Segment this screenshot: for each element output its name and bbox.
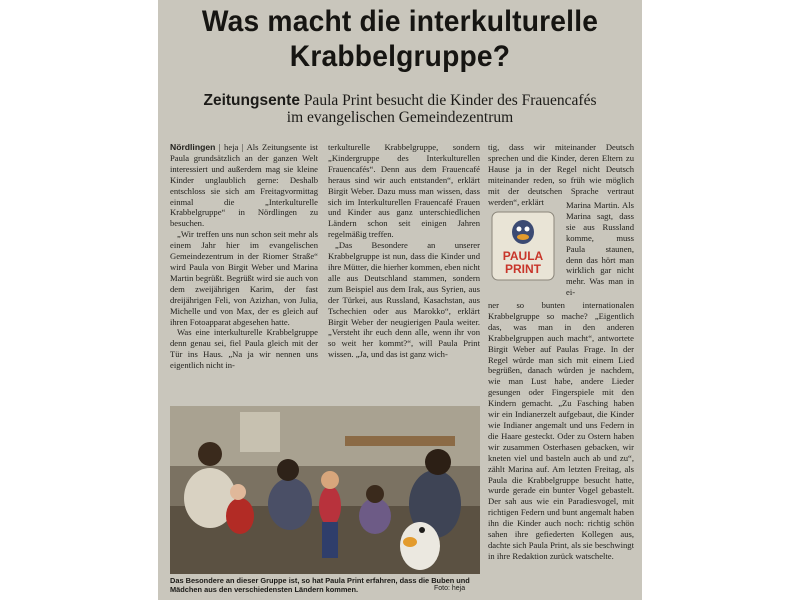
- article-column-1: [170, 142, 318, 371]
- article-column-3-narrow: [566, 200, 634, 298]
- paragraph-1: [170, 142, 318, 229]
- paragraph-4: terkulturelle Krabbelgruppe, sondern „Kindergruppe des Interkulturellen Frauencafés“. Denn aus dem Frauencafé heraus sind wir auch entstanden“, erklärt Birgit Weber. Dazu muss man wissen, dass sich im Interkulturellen Frauencafé Frauen und Kinder aus ganz unterschiedlichen Ländern schon seit einigen Jahren regelmäßig treffen.: [328, 142, 480, 240]
- photo-caption: Das Besondere an dieser Gruppe ist, so hat Paula Print erfahren, dass die Buben und Mädchen aus den verschiedensten Ländern kommen.: [170, 576, 470, 594]
- newspaper-clipping: [158, 0, 642, 600]
- subheadline: [158, 92, 642, 126]
- headline-line-1: Was macht die interkulturelle: [201, 5, 599, 38]
- paragraph-7: Marina Martin. Als Marina sagt, dass sie aus Russland komme, muss Paula staunen, denn das hört man wirklich gar nicht mehr. Was man in ei-: [566, 200, 634, 298]
- article-column-3-continued: [488, 300, 634, 562]
- paragraph-6: tig, dass wir miteinander Deutsch sprechen und die Kinder, deren Eltern zu Hause ja in der Regel nicht Deutsch miteinander reden, so früh wie möglich mit der deutschen Sprache vertraut werden“, erklärt: [488, 142, 634, 207]
- article-column-2: [328, 142, 480, 360]
- paragraph-2: „Wir treffen uns nun schon seit mehr als einem Jahr hier im evangelischen Gemeindezentrum in der Riomer Straße“ wird Paula von Birgit Weber und Marina Martin begrüßt. Begrüßt wird sie auch von dem zweijährigen Karim, der fast dreijährigen Feli, von Azizhan, von Julia, Michelle und von Max, der es gleich auf ihren Fotoapparat abgesehen hatte.: [170, 229, 318, 327]
- paragraph-5: „Das Besondere an unserer Krabbelgruppe ist nun, dass die Kinder und ihre Mütter, die hierher kommen, eben nicht alle aus Deutschland stammen, sondern zum Beispiel aus dem Irak, aus Syrien, aus der Türkei, aus Russland, Kasachstan, aus Tschechien oder aus Marokko“, erklärt Birgit Weber der neugierigen Paula weiter. „Versteht ihr euch denn alle, wenn ihr von so weit her kommt?“, will Paula Print wissen. „Ja, und das ist ganz wich-: [328, 240, 480, 360]
- paragraph-1-text: Als Zeitungsente ist Paula grundsätzlich an der ganzen Welt interessiert und außerdem mag sie kleine Kinder unglaublich gerne: Deshalb entschloss sie sich am Freitagvormittag einmal die „Interkulturelle Krabbelgruppe“ in Nördlingen zu besuchen.: [170, 142, 318, 229]
- headline-line-2: Krabbelgruppe?: [289, 40, 511, 73]
- article-column-3: [488, 142, 634, 207]
- subheadline-line-1: [158, 92, 642, 109]
- group-photo: [170, 406, 480, 574]
- photo-image: [170, 406, 480, 574]
- subheadline-line-2: im evangelischen Gemeindezentrum: [286, 109, 514, 126]
- paragraph-8: ner so bunten internationalen Krabbelgruppe so mache? „Eigentlich das, was man in den anderen Krabbelgruppen auch macht“, antwortete Birgit Weber auf Paulas Frage. In der Regel würde man sich mit einem Lied begrüßen, danach würden je nachdem, wie man Lust habe, andere Lieder gesungen oder Fingerspiele mit den Kindern gemacht. „Zu Fasching haben wir ein Indianerzelt aufgebaut, die Kinder wie Indianer angemalt und uns Federn in die Haare gesteckt. Oder zu Ostern haben wir zusammen Osterhasen gebacken, wir kneten viel und basteln auch ab und zu“, zählt Marina auf. Am letzten Freitag, als Paula die Krabbelgruppe besucht hatte, wurde gerade ein bunter Vogel gebastelt. Der sah aus wie ein Paradiesvogel, mit richtigen Federn und bunt angemalt haben ihn die Kinder auch noch: richtig schön sahen ihre gefiederten Kollegen aus, dachte sich Paula Print, als sie beschwingt in ihre Redaktion zurück watschelte.: [488, 300, 634, 561]
- paragraph-3: Was eine interkulturelle Krabbelgruppe denn genau sei, fiel Paula gleich mit der Tür ins Haus. „Na ja wir nennen uns eigentlich nicht in-: [170, 327, 318, 371]
- svg-text:PRINT: PRINT: [505, 262, 541, 276]
- paula-print-logo: [490, 210, 556, 282]
- subheadline-text-1: Paula Print besucht die Kinder des Frauencafés: [303, 92, 597, 109]
- photo-credit: Foto: heja: [434, 585, 466, 592]
- kicker: Zeitungsente: [203, 92, 300, 109]
- duck-mascot-icon: [490, 210, 556, 282]
- headline: [173, 4, 628, 74]
- dateline: Nördlingen: [170, 142, 216, 152]
- svg-text:PAULA: PAULA: [502, 249, 544, 263]
- author-tag: | heja |: [215, 142, 247, 152]
